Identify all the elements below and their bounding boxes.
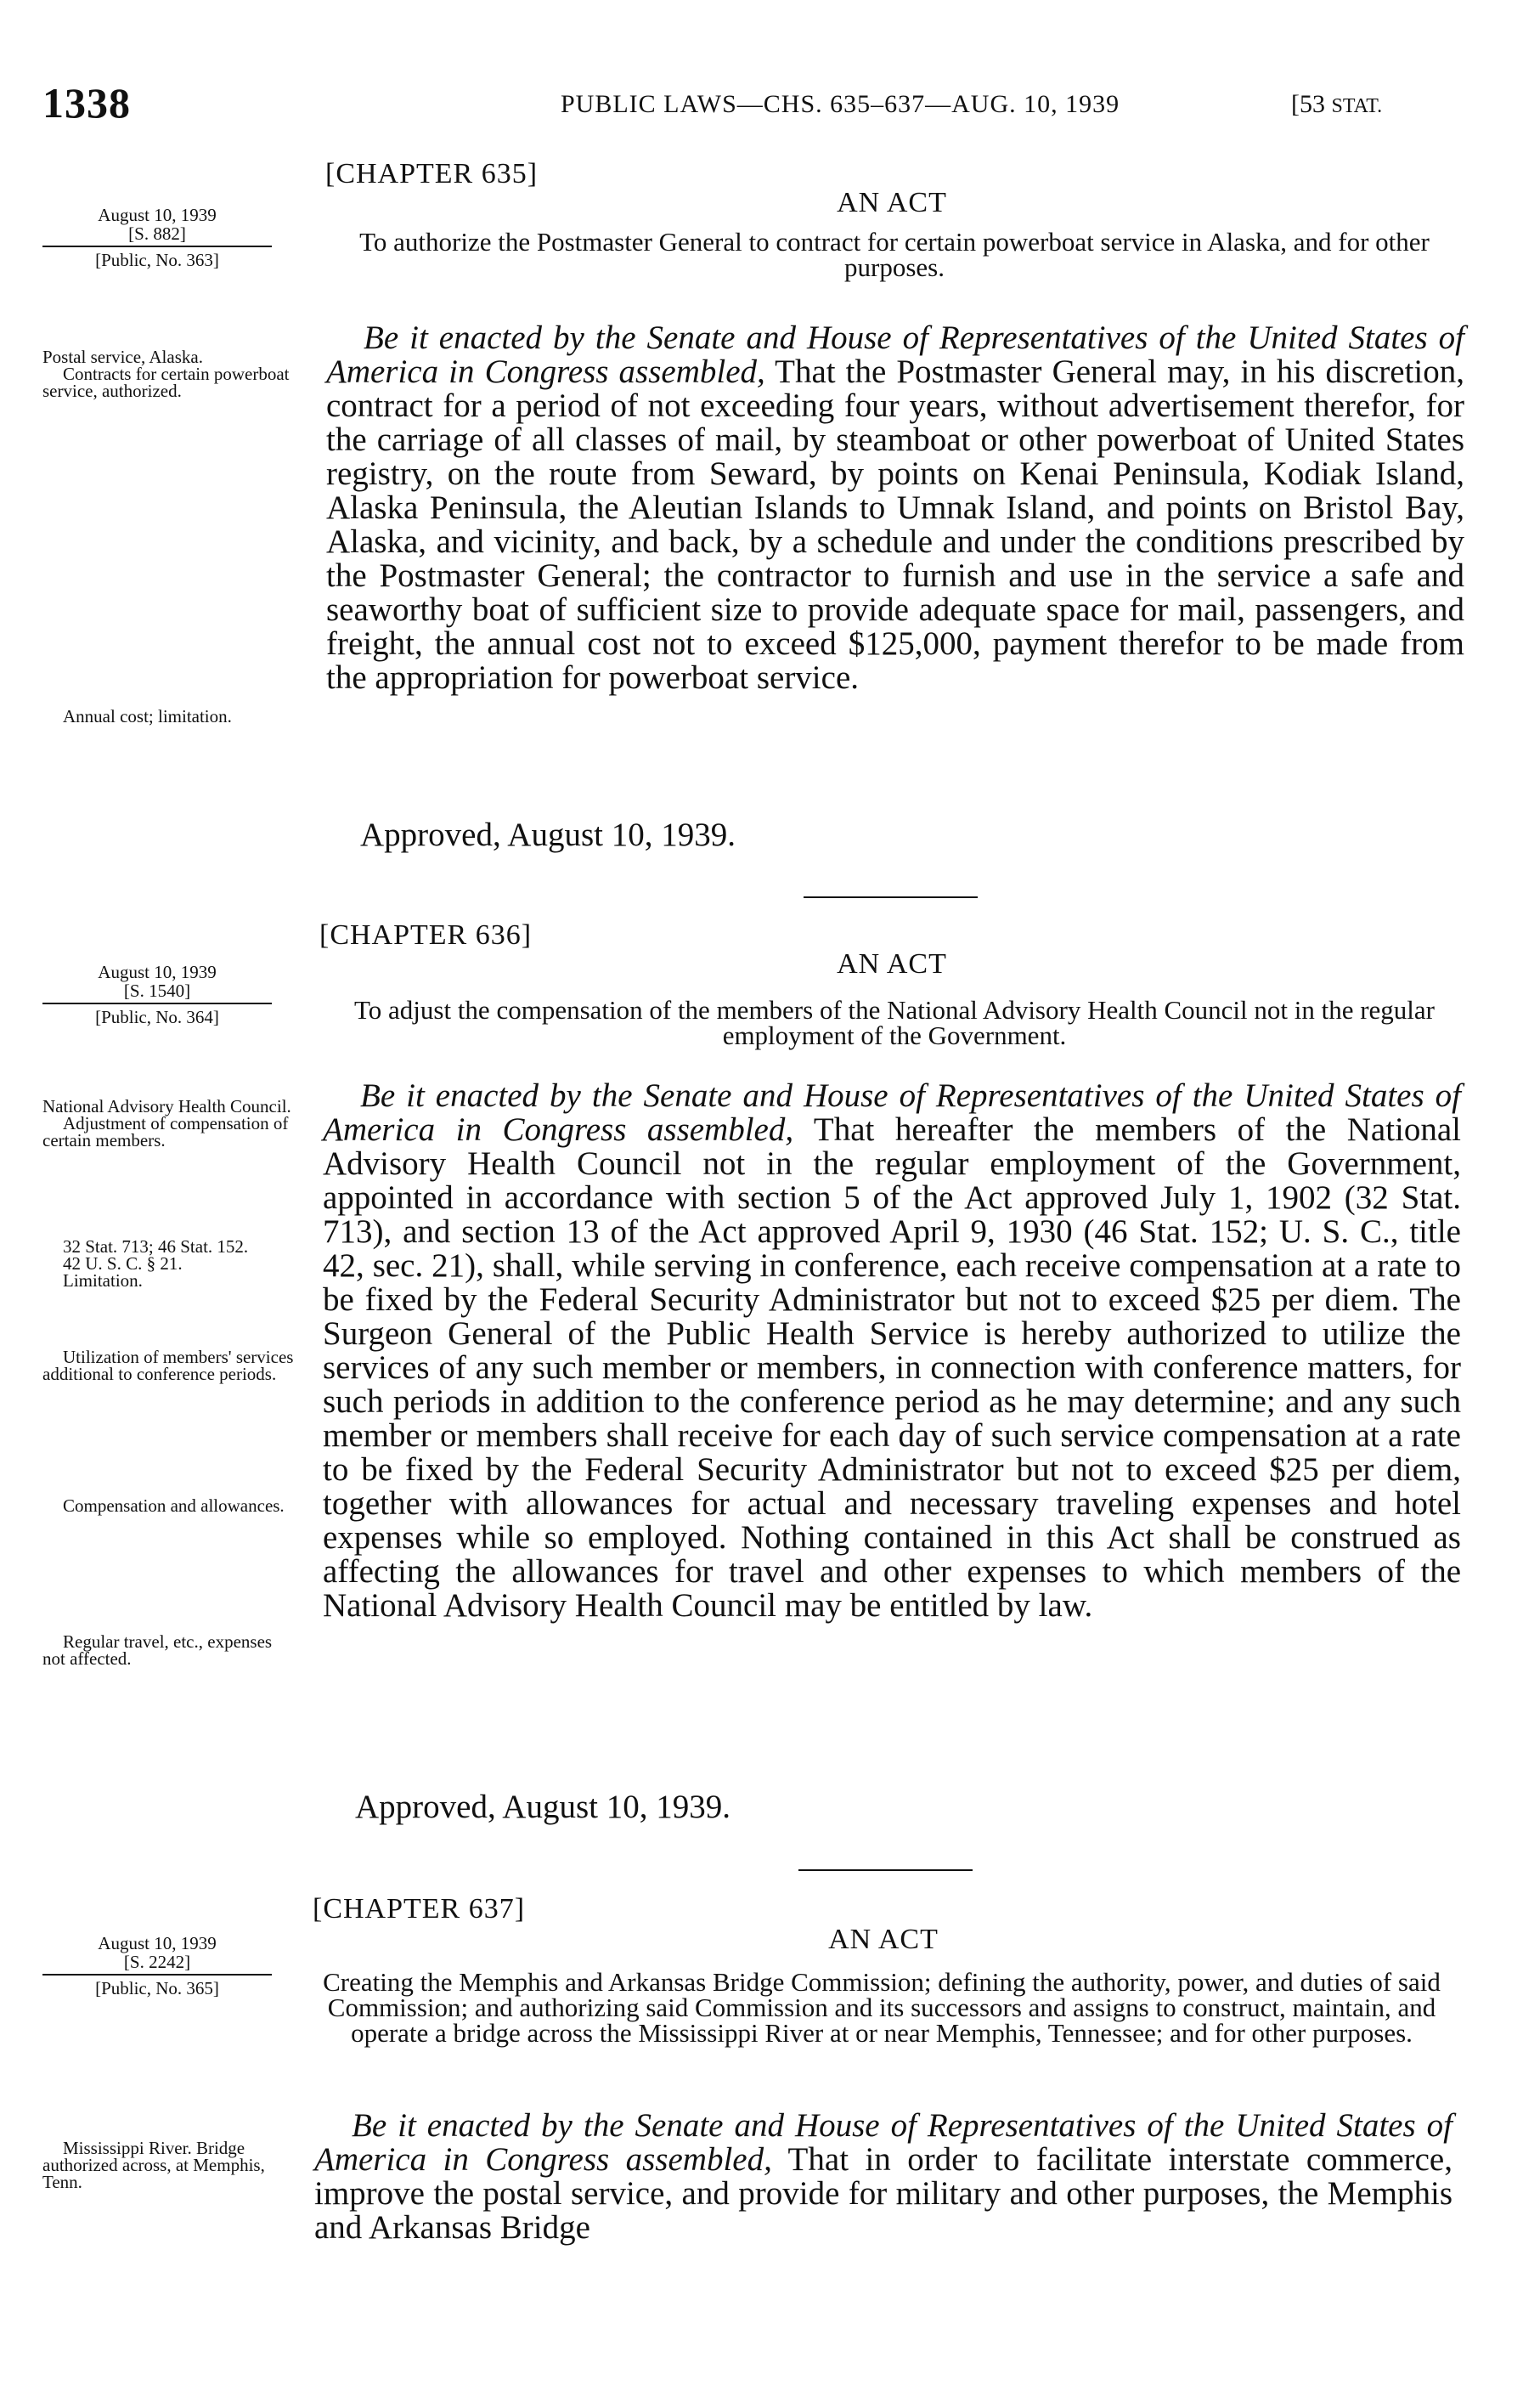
ch635-public-law-number: [Public, No. 363] (95, 250, 219, 270)
ch635-body-paragraph (326, 321, 1464, 695)
ch637-public-law-number: [Public, No. 365] (95, 1978, 219, 1998)
ch636-purpose: To adjust the compensation of the members of the National Advisory Health Council not in the regular employment of the Government. (354, 995, 1435, 1050)
ch636-note-usc-citation: 42 U. S. C. § 21. (63, 1253, 183, 1274)
ch636-approved: Approved, August 10, 1939. (355, 1789, 730, 1825)
ch636-section-divider (798, 1869, 973, 1871)
ch636-enacting-clause: Be it enacted by the Senate and House of Representatives of the United States of America in Congress assembled, (323, 1077, 1461, 1148)
ch635-approved: Approved, August 10, 1939. (360, 817, 736, 853)
ch635-margin-rule (42, 246, 272, 247)
ch636-note-compensation-text: Compensation and allowances. (63, 1495, 285, 1516)
ch635-enacting-clause: Be it enacted by the Senate and House of Representatives of the United States of America in Congress assembled, (326, 319, 1464, 390)
ch636-margin-date-block (42, 963, 272, 1026)
ch636-note-utilization-text: Utilization of members' services additional to conference periods. (42, 1347, 294, 1384)
ch636-body (323, 1079, 1461, 1623)
ch637-purpose: Creating the Memphis and Arkansas Bridge Commission; defining the authority, power, and duties of said Commission; and authorizing said Commission and its successors and assigns to construct, maintain, and operate a bridge across the Mississippi River at or near Memphis, Tennessee; and for other purposes. (323, 1967, 1441, 2048)
ch636-public-law-number: [Public, No. 364] (95, 1007, 219, 1027)
ch636-approval-date: August 10, 1939 (98, 962, 217, 982)
ch637-body-paragraph (314, 2109, 1452, 2245)
ch635-note-contracts: Contracts for certain powerboat service, authorized. (42, 364, 290, 401)
ch635-margin-note-cost (42, 708, 297, 725)
ch635-body (326, 321, 1464, 695)
ch635-bill-number: [S. 882] (128, 223, 186, 244)
ch637-approval-date: August 10, 1939 (98, 1933, 217, 1953)
ch637-note-bridge-text: Mississippi River. Bridge authorized across, at Memphis, Tenn. (42, 2138, 265, 2192)
ch635-margin-note-postal (42, 348, 297, 399)
ch635-note-postal-heading: Postal service, Alaska. (42, 347, 203, 367)
page-number: 1338 (42, 79, 131, 127)
ch635-an-act: AN ACT (837, 187, 947, 218)
ch637-an-act: AN ACT (828, 1924, 939, 1955)
ch636-note-travel-text: Regular travel, etc., expenses not affected. (42, 1631, 273, 1669)
ch636-margin-note-council (42, 1098, 297, 1149)
volume-ref-prefix: [53 (1291, 90, 1332, 118)
ch637-chapter-heading: [CHAPTER 637] (313, 1893, 526, 1925)
ch636-chapter-heading: [CHAPTER 636] (319, 919, 533, 951)
ch637-margin-rule (42, 1974, 272, 1976)
ch637-body (314, 2109, 1452, 2245)
ch637-enacting-clause: Be it enacted by the Senate and House of Representatives of the United States of America in Congress assembled, (314, 2107, 1452, 2178)
ch637-body-text: That in order to facilitate interstate commerce, improve the postal service, and provide for military and other purposes, the Memphis and Arkansas Bridge (314, 2141, 1452, 2246)
ch636-body-text: That hereafter the members of the National Advisory Health Council not in the regular employment of the Government, appointed in accordance with section 5 of the Act approved July 1, 1902 (32 Stat. 713), and section 13 of the Act approved April 9, 1930 (46 Stat. 152; U. S. C., title 42, sec. 21), shall, while serving in conference, each receive compensation at a rate to be fixed by the Federal Security Administrator but not to exceed $25 per diem. The Surgeon General of the Public Health Service is hereby authorized to utilize the services of any such member or members, in connection with conference matters, for such periods in addition to the conference period as he may determine; and any such member or members shall receive for each day of such service compensation at a rate to be fixed by the Federal Security Administrator but not to exceed $25 per diem, together with allowances for actual and necessary traveling expenses and hotel expenses while so employed. Nothing contained in this Act shall be construed as affecting the allowances for travel and other expenses to which members of the National Advisory Health Council may be entitled by law. (323, 1111, 1462, 1624)
ch636-margin-note-utilization (42, 1348, 297, 1382)
ch635-note-annual-cost: Annual cost; limitation. (63, 706, 232, 726)
ch636-note-stat-citation: 32 Stat. 713; 46 Stat. 152. (63, 1236, 249, 1257)
ch636-note-adjustment: Adjustment of compensation of certain members. (42, 1113, 289, 1150)
ch636-margin-note-travel (42, 1633, 297, 1667)
ch636-note-limitation: Limitation. (63, 1270, 143, 1291)
ch635-chapter-heading: [CHAPTER 635] (325, 158, 539, 189)
ch635-section-divider (804, 896, 978, 898)
ch636-margin-note-citations (42, 1238, 297, 1289)
ch635-purpose: To authorize the Postmaster General to contract for certain powerboat service in Alaska, and for other purposes. (359, 227, 1430, 282)
running-title: PUBLIC LAWS—CHS. 635–637—AUG. 10, 1939 (561, 90, 1120, 118)
ch636-margin-note-compensation (42, 1497, 297, 1514)
ch635-margin-date-block (42, 206, 272, 269)
ch636-margin-rule (42, 1003, 272, 1004)
ch635-body-text: That the Postmaster General may, in his discretion, contract for a period of not exceeding four years, without advertisement therefor, for the carriage of all classes of mail, by steamboat or other powerboat of United States registry, on the route from Seward, by points on Kenai Peninsula, Kodiak Island, Alaska Peninsula, the Aleutian Islands to Umnak Island, and points on Bristol Bay, Alaska, and vicinity, and back, by a schedule and under the conditions prescribed by the Postmaster General; the contractor to furnish and use in the service a safe and seaworthy boat of sufficient size to provide adequate space for mail, passengers, and freight, the annual cost not to exceed $125,000, payment therefor to be made from the appropriation for powerboat service. (326, 353, 1464, 696)
ch636-body-paragraph (323, 1079, 1461, 1623)
ch636-note-council-heading: National Advisory Health Council. (42, 1096, 291, 1116)
ch636-an-act: AN ACT (837, 948, 947, 980)
ch635-approval-date: August 10, 1939 (98, 205, 217, 225)
volume-ref-stat: STAT. (1331, 95, 1383, 117)
ch636-bill-number: [S. 1540] (123, 981, 191, 1001)
ch637-margin-date-block (42, 1934, 272, 1998)
volume-reference (1291, 90, 1382, 119)
ch637-bill-number: [S. 2242] (123, 1952, 191, 1972)
ch637-margin-note-bridge (42, 2140, 289, 2190)
